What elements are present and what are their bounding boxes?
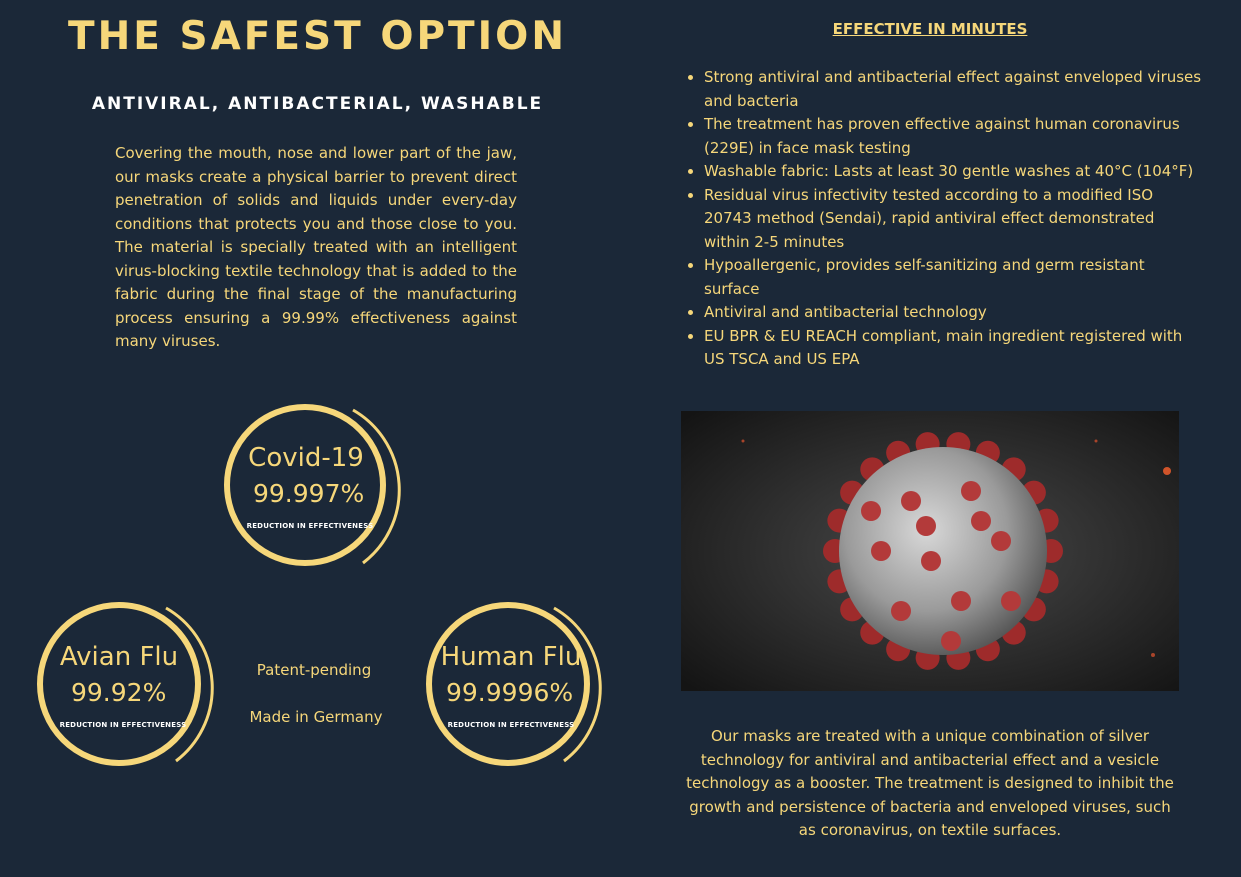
effective-heading: EFFECTIVE IN MINUTES (832, 20, 1028, 38)
coronavirus-icon (681, 411, 1179, 691)
intro-paragraph: Covering the mouth, nose and lower part of the jaw, our masks create a physical barrier to prevent direct penetration of solids and liquids under every-day conditions that protects you and those close to you. The material is specially treated with an intelligent virus-blocking textile technology that is added to the fabric during the final stage of the manufacturing process ensuring a 99.99% effectiveness against many viruses. (115, 144, 517, 350)
features-list (682, 66, 1204, 372)
badge-value: 99.9996% (446, 678, 574, 707)
made-in-germany-text: Made in Germany (249, 708, 383, 726)
list-item: • The treatment has proven effective against human coronavirus (229E) in face mask testing (704, 113, 1204, 160)
badge-covid (213, 398, 403, 588)
page-subtitle: ANTIVIRAL, ANTIBACTERIAL, WASHABLE (91, 94, 544, 114)
badge-value: 99.997% (253, 479, 365, 508)
list-item: • Washable fabric: Lasts at least 30 gentle washes at 40°C (104°F) (704, 160, 1204, 184)
page-title: THE SAFEST OPTION (68, 14, 567, 59)
badge-avian-flu (26, 596, 216, 786)
list-item: • EU BPR & EU REACH compliant, main ingredient registered with US TSCA and US EPA (704, 325, 1204, 372)
closing-paragraph: Our masks are treated with a unique combination of silver technology for antiviral and antibacterial effect and a vesicle technology as a booster. The treatment is designed to inhibit the growth and persistence of bacteria and enveloped viruses, such as coronavirus, on textile surfaces. (686, 727, 1174, 839)
badge-caption: REDUCTION IN EFFECTIVENESS (447, 721, 575, 729)
list-item: • Hypoallergenic, provides self-sanitizing and germ resistant surface (704, 254, 1204, 301)
badge-name: Human Flu (440, 642, 582, 672)
list-item: • Antiviral and antibacterial technology (704, 301, 1204, 325)
virus-image (681, 411, 1179, 691)
badge-value: 99.92% (71, 678, 167, 707)
patent-pending-text: Patent-pending (256, 661, 372, 679)
badge-caption: REDUCTION IN EFFECTIVENESS (246, 522, 374, 530)
badge-caption: REDUCTION IN EFFECTIVENESS (59, 721, 187, 729)
badge-human-flu (414, 596, 604, 786)
badge-name: Covid-19 (248, 443, 364, 473)
badge-name: Avian Flu (59, 642, 179, 672)
list-item: • Residual virus infectivity tested according to a modified ISO 20743 method (Sendai), rapid antiviral effect demonstrated within 2-5 minutes (704, 184, 1204, 255)
list-item: • Strong antiviral and antibacterial effect against enveloped viruses and bacteria (704, 66, 1204, 113)
